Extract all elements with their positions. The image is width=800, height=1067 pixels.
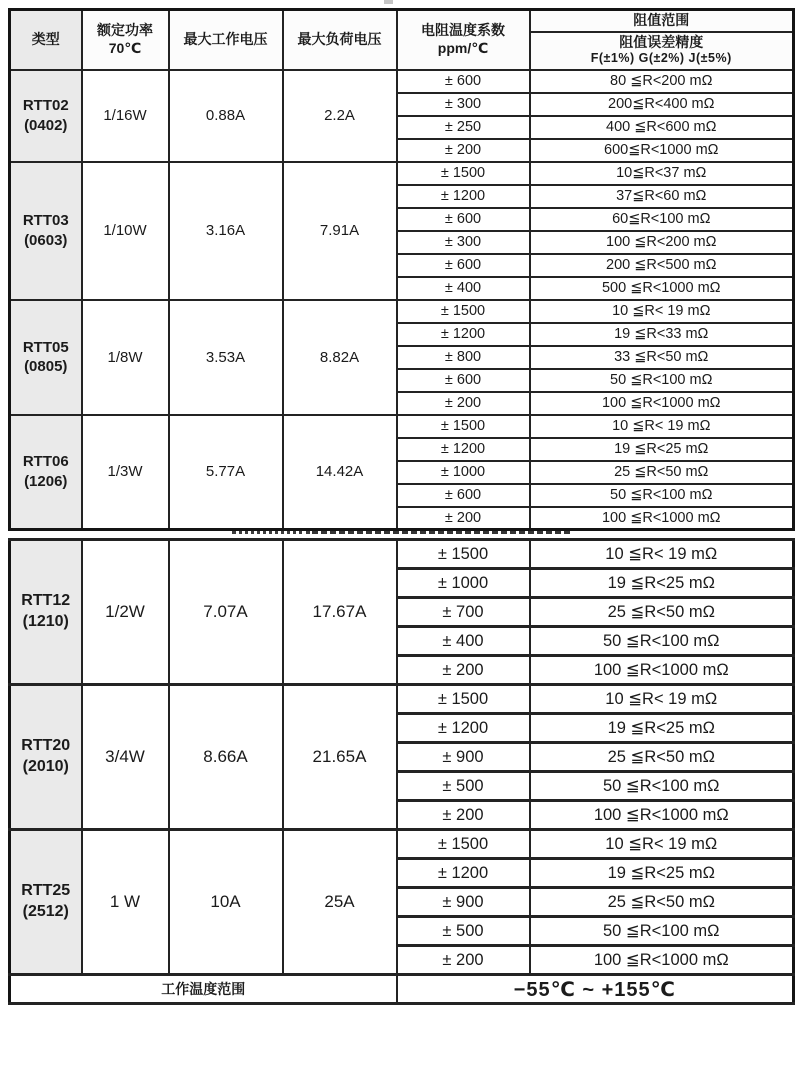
tcr-cell: ± 800 (397, 346, 530, 369)
tcr-cell: ± 1000 (397, 461, 530, 484)
header-resistance-range (530, 10, 794, 32)
header-max-working-voltage (169, 10, 283, 70)
range-cell: 25 ≦R<50 mΩ (530, 743, 794, 772)
range-cell: 10 ≦R< 19 mΩ (530, 415, 794, 438)
load-voltage-cell: 25A (283, 830, 397, 975)
range-cell: 50 ≦R<100 mΩ (530, 627, 794, 656)
header-resistance-range-title: 阻值范围 (633, 12, 690, 28)
tcr-cell: ± 500 (397, 772, 530, 801)
range-cell: 50 ≦R<100 mΩ (530, 772, 794, 801)
table-row (10, 162, 794, 185)
watermark-artifact-dashes (312, 531, 570, 534)
spec-table-footer (10, 975, 794, 1004)
watermark-artifact-dots (232, 531, 310, 534)
power-cell: 1/10W (82, 162, 169, 300)
model-name: RTT20 (21, 737, 71, 755)
load-voltage-cell: 7.91A (283, 162, 397, 300)
tcr-cell: ± 1200 (397, 323, 530, 346)
range-cell: 19 ≦R<25 mΩ (530, 714, 794, 743)
range-cell: 50 ≦R<100 mΩ (530, 369, 794, 392)
table-row (10, 415, 794, 438)
tcr-cell: ± 600 (397, 254, 530, 277)
work-voltage-cell: 7.07A (169, 540, 283, 685)
model-cell (10, 685, 82, 830)
package-label: (1210) (22, 613, 69, 630)
work-voltage-cell: 0.88A (169, 70, 283, 162)
range-cell: 10 ≦R< 19 mΩ (530, 300, 794, 323)
tcr-cell: ± 300 (397, 93, 530, 116)
range-cell: 100 ≦R<200 mΩ (530, 231, 794, 254)
range-cell: 10 ≦R< 19 mΩ (530, 540, 794, 569)
model-cell (10, 415, 82, 530)
range-cell: 100 ≦R<1000 mΩ (530, 392, 794, 415)
work-voltage-cell: 8.66A (169, 685, 283, 830)
header-type-label: 类型 (31, 31, 60, 47)
range-cell: 200 ≦R<500 mΩ (530, 254, 794, 277)
range-cell: 50 ≦R<100 mΩ (530, 484, 794, 507)
header-tolerance (530, 32, 794, 70)
power-cell: 1/8W (82, 300, 169, 415)
tcr-cell: ± 1500 (397, 162, 530, 185)
tcr-cell: ± 1200 (397, 185, 530, 208)
range-cell: 100 ≦R<1000 mΩ (530, 946, 794, 975)
range-cell: 25 ≦R<50 mΩ (530, 598, 794, 627)
model-cell (10, 162, 82, 300)
header-type (10, 10, 82, 70)
range-cell: 33 ≦R<50 mΩ (530, 346, 794, 369)
header-rated-power-line1: 额定功率 (97, 22, 153, 39)
range-cell: 500 ≦R<1000 mΩ (530, 277, 794, 300)
spec-table-header (10, 10, 794, 70)
model-name: RTT03 (22, 212, 69, 229)
work-voltage-cell: 10A (169, 830, 283, 975)
range-cell: 80 ≦R<200 mΩ (530, 70, 794, 93)
tcr-cell: ± 1200 (397, 438, 530, 461)
range-cell: 400 ≦R<600 mΩ (530, 116, 794, 139)
tcr-cell: ± 1500 (397, 685, 530, 714)
range-cell: 10≦R<37 mΩ (530, 162, 794, 185)
range-cell: 60≦R<100 mΩ (530, 208, 794, 231)
tcr-cell: ± 200 (397, 946, 530, 975)
range-cell: 100 ≦R<1000 mΩ (530, 656, 794, 685)
power-cell: 3/4W (82, 685, 169, 830)
range-cell: 10 ≦R< 19 mΩ (530, 830, 794, 859)
tcr-cell: ± 1500 (397, 415, 530, 438)
tcr-cell: ± 900 (397, 888, 530, 917)
header-row-top (10, 10, 794, 32)
range-cell: 25 ≦R<50 mΩ (530, 888, 794, 917)
header-max-load-voltage-label: 最大负荷电压 (297, 31, 382, 47)
model-name: RTT06 (22, 453, 69, 471)
tcr-cell: ± 1500 (397, 300, 530, 323)
temp-range-label: 工作温度范围 (10, 975, 397, 1004)
package-label: (0603) (24, 231, 68, 249)
range-cell: 10 ≦R< 19 mΩ (530, 685, 794, 714)
spec-table-upper-body (10, 70, 794, 530)
power-cell: 1/2W (82, 540, 169, 685)
tcr-cell: ± 600 (397, 70, 530, 93)
tcr-cell: ± 1000 (397, 569, 530, 598)
tcr-cell: ± 200 (397, 139, 530, 162)
spec-table-lower (8, 538, 795, 1005)
range-cell: 200≦R<400 mΩ (530, 93, 794, 116)
header-tcr-line2: ppm/℃ (437, 39, 489, 56)
scan-artifact-top (384, 0, 393, 4)
load-voltage-cell: 17.67A (283, 540, 397, 685)
power-cell: 1 W (82, 830, 169, 975)
tcr-cell: ± 700 (397, 598, 530, 627)
spec-table-lower-body (10, 540, 794, 975)
package-label: (0402) (24, 116, 68, 134)
work-voltage-cell: 5.77A (169, 415, 283, 530)
model-name: RTT05 (22, 338, 69, 356)
model-name: RTT12 (21, 592, 71, 610)
range-cell: 37≦R<60 mΩ (530, 185, 794, 208)
header-rated-power-line2: 70℃ (108, 39, 142, 56)
header-tcr (397, 10, 530, 70)
range-cell: 25 ≦R<50 mΩ (530, 461, 794, 484)
tcr-cell: ± 200 (397, 801, 530, 830)
work-voltage-cell: 3.16A (169, 162, 283, 300)
tcr-cell: ± 200 (397, 507, 530, 530)
temp-range-row (10, 975, 794, 1004)
tcr-cell: ± 1200 (397, 859, 530, 888)
header-max-working-voltage-label: 最大工作电压 (183, 31, 268, 47)
model-name: RTT02 (22, 97, 69, 114)
tcr-cell: ± 400 (397, 627, 530, 656)
load-voltage-cell: 8.82A (283, 300, 397, 415)
load-voltage-cell: 2.2A (283, 70, 397, 162)
header-rated-power (82, 10, 169, 70)
table-row (10, 830, 794, 859)
table-row (10, 70, 794, 93)
package-label: (2010) (22, 758, 69, 775)
tcr-cell: ± 500 (397, 917, 530, 946)
tcr-cell: ± 900 (397, 743, 530, 772)
range-cell: 19 ≦R<25 mΩ (530, 859, 794, 888)
header-tcr-line1: 电阻温度系数 (421, 22, 505, 39)
table-row (10, 685, 794, 714)
load-voltage-cell: 21.65A (283, 685, 397, 830)
range-cell: 600≦R<1000 mΩ (530, 139, 794, 162)
power-cell: 1/16W (82, 70, 169, 162)
header-tolerance-line2: F(±1%) G(±2%) J(±5%) (590, 51, 732, 66)
package-label: (2512) (22, 903, 69, 920)
package-label: (1206) (24, 472, 68, 490)
header-tolerance-line1: 阻值误差精度 (619, 33, 704, 50)
package-label: (0805) (24, 358, 68, 375)
range-cell: 19 ≦R<33 mΩ (530, 323, 794, 346)
tcr-cell: ± 250 (397, 116, 530, 139)
range-cell: 100 ≦R<1000 mΩ (530, 801, 794, 830)
tcr-cell: ± 600 (397, 369, 530, 392)
load-voltage-cell: 14.42A (283, 415, 397, 530)
range-cell: 19 ≦R<25 mΩ (530, 438, 794, 461)
tcr-cell: ± 600 (397, 484, 530, 507)
model-cell (10, 300, 82, 415)
tcr-cell: ± 1200 (397, 714, 530, 743)
tcr-cell: ± 200 (397, 392, 530, 415)
table-row (10, 300, 794, 323)
model-cell (10, 70, 82, 162)
tcr-cell: ± 300 (397, 231, 530, 254)
tcr-cell: ± 400 (397, 277, 530, 300)
header-max-load-voltage (283, 10, 397, 70)
model-cell (10, 830, 82, 975)
table-row (10, 540, 794, 569)
tcr-cell: ± 1500 (397, 830, 530, 859)
range-cell: 19 ≦R<25 mΩ (530, 569, 794, 598)
temp-range-value: −55℃ ~ +155℃ (397, 975, 794, 1004)
tcr-cell: ± 1500 (397, 540, 530, 569)
range-cell: 50 ≦R<100 mΩ (530, 917, 794, 946)
tcr-cell: ± 600 (397, 208, 530, 231)
range-cell: 100 ≦R<1000 mΩ (530, 507, 794, 530)
model-name: RTT25 (21, 882, 71, 900)
model-cell (10, 540, 82, 685)
power-cell: 1/3W (82, 415, 169, 530)
spec-table-upper (8, 8, 795, 531)
work-voltage-cell: 3.53A (169, 300, 283, 415)
tcr-cell: ± 200 (397, 656, 530, 685)
